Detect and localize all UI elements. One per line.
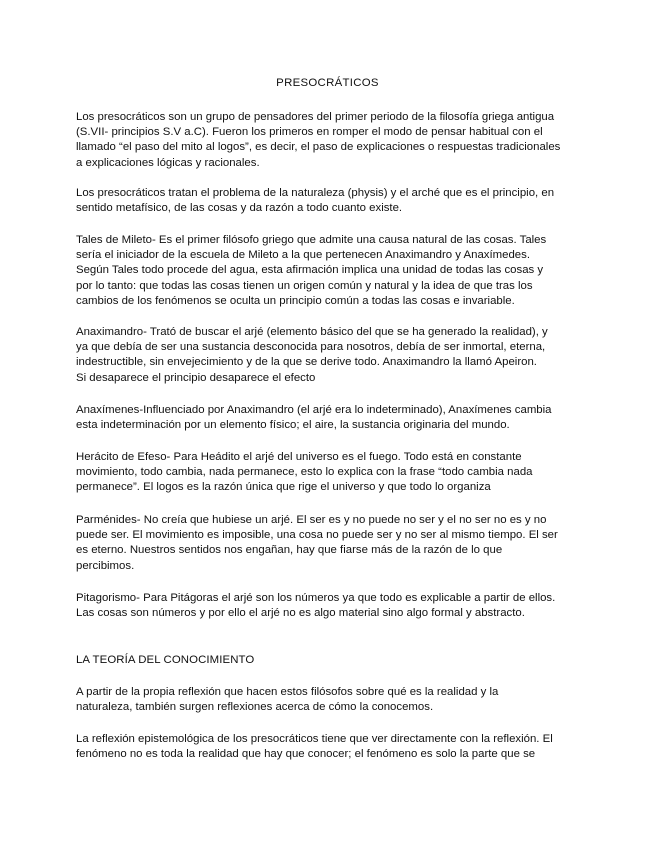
text-line: a explicaciones lógicas y racionales. (76, 156, 260, 169)
paragraph-heraclito (76, 450, 581, 496)
paragraph-reflexion (76, 685, 581, 715)
text-line: llamado “el paso del mito al logos”, es decir, el paso de explicaciones o respuestas tradicionales (76, 141, 561, 154)
text-line: permanece”. El logos es la razón única que rige el universo y que todo lo organiza (76, 481, 491, 494)
text-line: Anaxímenes-Influenciado por Anaximandro (el arjé era lo indeterminado), Anaxímenes cambia (76, 404, 552, 416)
paragraph-epistemologica (76, 732, 581, 762)
text-line: movimiento, todo cambia, nada permanece, esto lo explica con la frase “todo cambia nada (76, 466, 533, 479)
text-line: esta indeterminación por un elemento físico; el aire, la sustancia originaria del mundo. (76, 419, 510, 432)
text-line: A partir de la propia reflexión que hacen estos filósofos sobre qué es la realidad y la (76, 686, 499, 698)
paragraph-tales (76, 233, 581, 309)
text-line: cambios de los fenómenos se oculta un principio común a todas las cosas e invariable. (76, 294, 515, 307)
paragraph-anaximandro (76, 325, 581, 386)
text-line: Según Tales todo procede del agua, esta afirmación implica una unidad de todas las cosas y (76, 264, 544, 277)
document-title: PRESOCRÁTICOS (276, 77, 379, 89)
text-line: La reflexión epistemológica de los presocráticos tiene que ver directamente con la reflexión. El (76, 733, 553, 745)
text-line: Parménides- No creía que hubiese un arjé. El ser es y no puede no ser y el no ser no es y no (76, 514, 547, 526)
text-line: Herácito de Efeso- Para Heádito el arjé del universo es el fuego. Todo está en constante (76, 451, 522, 463)
text-line: ya que debía de ser una sustancia desconocida para nosotros, debía de ser inmortal, eterna, (76, 341, 546, 354)
text-line: Si desaparece el principio desaparece el efecto (76, 371, 316, 384)
text-line: Anaximandro- Trató de buscar el arjé (elemento básico del que se ha generado la realidad), y (76, 326, 548, 338)
text-line: (S.VII- principios S.V a.C). Fueron los primeros en romper el modo de pensar habitual con el (76, 126, 543, 139)
paragraph-intro (76, 110, 581, 171)
paragraph-pitagorismo (76, 591, 581, 621)
section-heading: LA TEORÍA DEL CONOCIMIENTO (76, 654, 255, 666)
text-line: sentido metafísico, de las cosas y da razón a todo cuanto existe. (76, 202, 403, 215)
text-line: Los presocráticos tratan el problema de la naturaleza (physis) y el arché que es el principio, en (76, 187, 555, 199)
text-line: indestructible, sin envejecimiento y de la que se derive todo. Anaximandro la llamó Apeiron. (76, 356, 537, 369)
text-line: por lo tanto: que todas las cosas tienen un origen común y natural y la idea de que tras los (76, 279, 533, 292)
text-line: fenómeno no es toda la realidad que hay que conocer; el fenómeno es solo la parte que se (76, 748, 536, 761)
paragraph-anaximenes (76, 403, 581, 433)
text-line: naturaleza, también surgen reflexiones acerca de cómo la conocemos. (76, 701, 434, 714)
text-line: sería el iniciador de la escuela de Mileto a la que pertenecen Anaximandro y Anaxímedes. (76, 249, 531, 262)
text-line: percibimos. (76, 559, 135, 572)
text-line: Los presocráticos son un grupo de pensadores del primer periodo de la filosofía griega antigua (76, 111, 555, 123)
text-line: Las cosas son números y por ello el arjé no es algo material sino algo formal y abstracto. (76, 607, 525, 620)
text-line: puede ser. El movimiento es imposible, una cosa no puede ser y no ser al mismo tiempo. El ser (76, 529, 558, 542)
paragraph-physis (76, 186, 581, 216)
text-line: Tales de Mileto- Es el primer filósofo griego que admite una causa natural de las cosas. Tales (76, 234, 547, 246)
text-line: Pitagorismo- Para Pitágoras el arjé son los números ya que todo es explicable a partir de ellos. (76, 592, 556, 604)
text-line: es eterno. Nuestros sentidos nos engañan, hay que fiarse más de la razón de lo que (76, 544, 503, 557)
paragraph-parmenides (76, 513, 581, 574)
